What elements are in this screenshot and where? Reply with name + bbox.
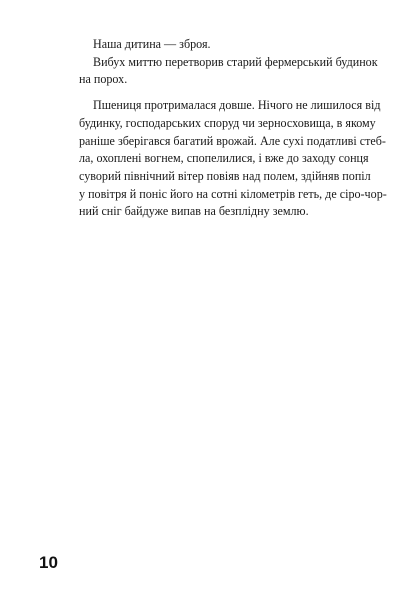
text-line: Наша дитина — зброя. (93, 37, 211, 51)
text-line: раніше зберігався багатий врожай. Але сухі податливі стеб- (79, 133, 386, 148)
page-number: 10 (39, 553, 58, 572)
paragraph-3 (65, 97, 387, 221)
paragraph-2 (65, 54, 378, 89)
text-line: на порох. (79, 72, 128, 87)
paragraph-1 (65, 36, 348, 54)
text-line: Вибух миттю перетворив старий фермерський будинок (93, 54, 378, 69)
text-line: Пшениця протрималася довше. Нічого не лишилося від (93, 98, 381, 113)
text-line: будинку, господарських споруд чи зерносховища, в якому (79, 115, 376, 130)
text-line: ний сніг байдуже випав на безплідну землю. (79, 204, 309, 219)
text-line: ла, охоплені вогнем, спопелилися, і вже до заходу сонця (79, 151, 369, 166)
text-line: суворий північний вітер повіяв над полем, здійняв попіл (79, 168, 371, 183)
body-text (65, 36, 387, 221)
text-line: у повітря й поніс його на сотні кілометрів геть, де сіро-чор- (79, 186, 387, 201)
